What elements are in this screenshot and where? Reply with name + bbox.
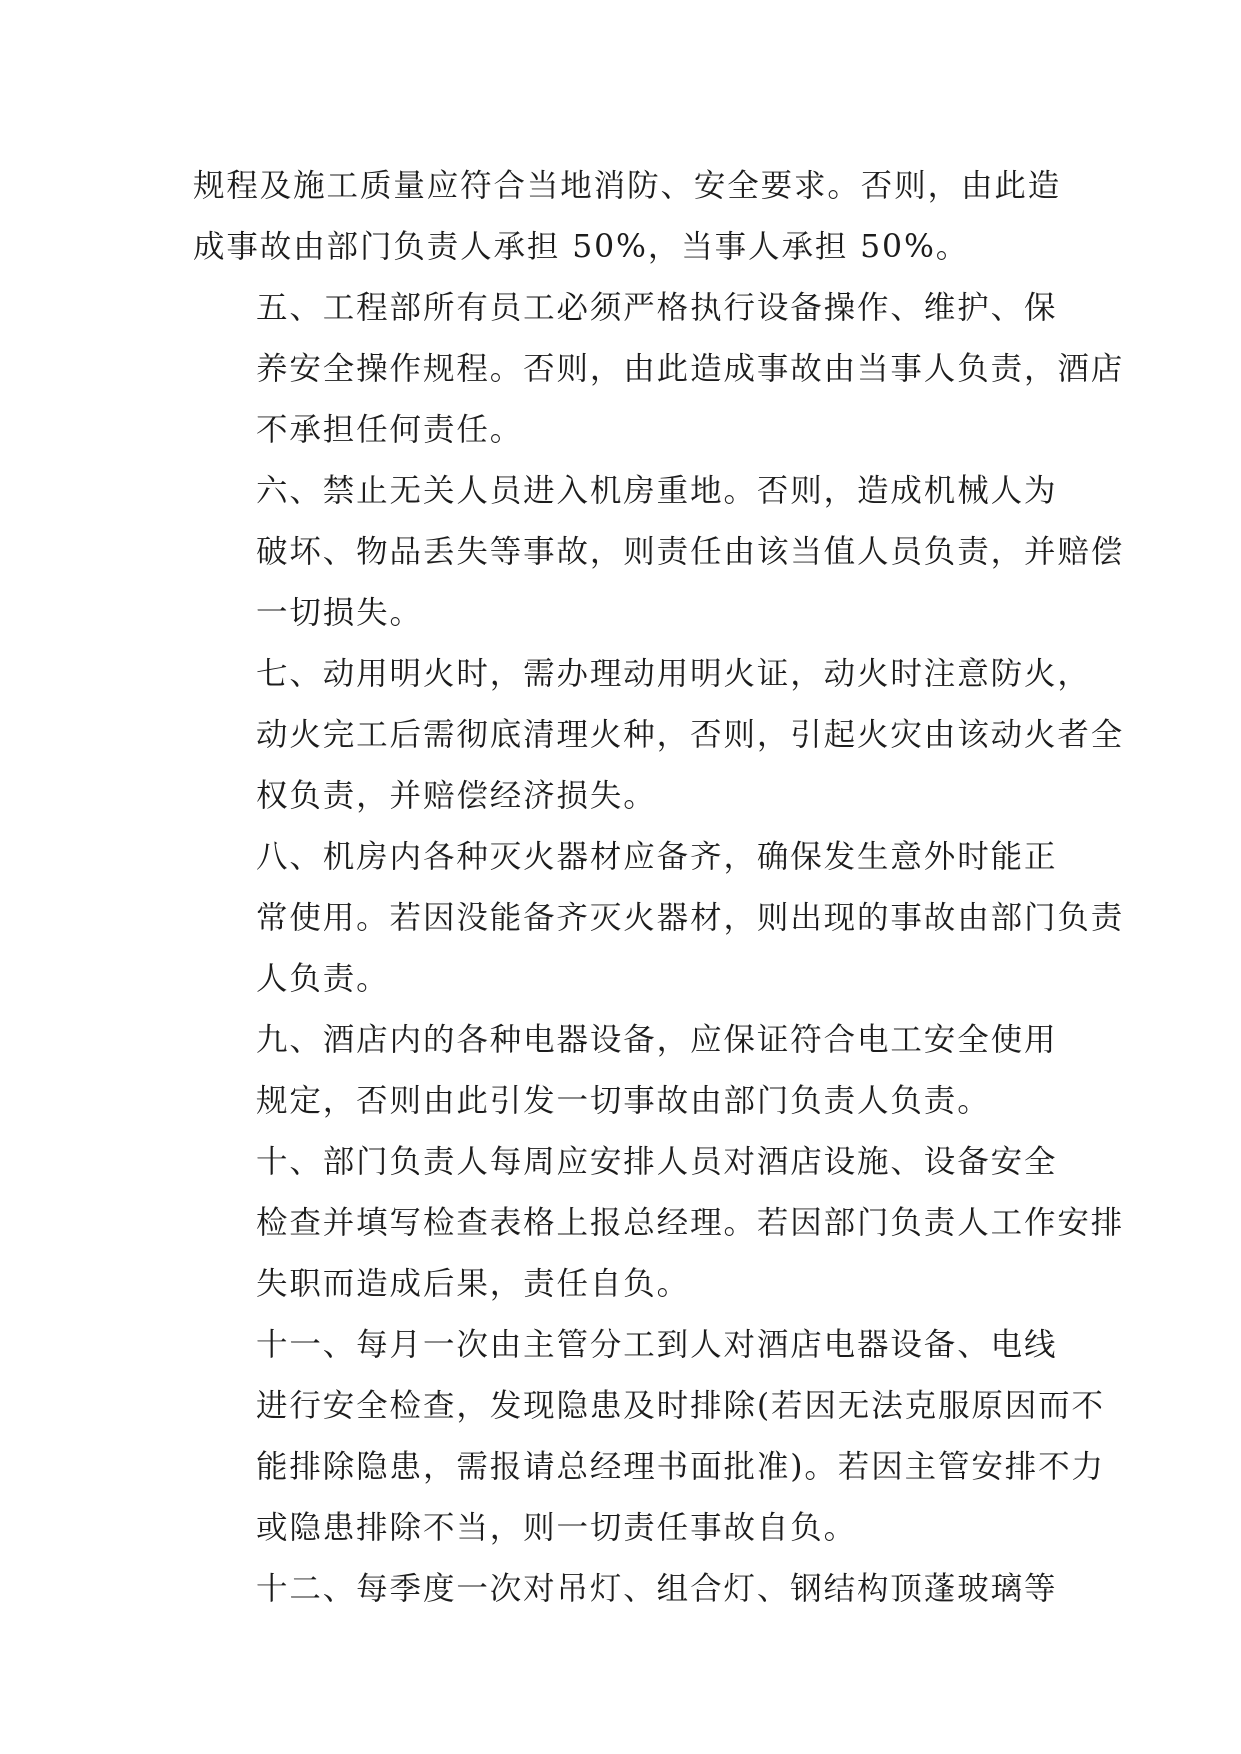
text-line: 不承担任何责任。 xyxy=(256,412,524,448)
text-line: 十二、每季度一次对吊灯、组合灯、钢结构顶蓬玻璃等 xyxy=(256,1571,1058,1607)
paragraph-p10 xyxy=(193,1132,1125,1315)
text-line: 动火完工后需彻底清理火种，否则，引起火灾由该动火者全 xyxy=(256,717,1125,753)
text-line: 十一、每月一次由主管分工到人对酒店电器设备、电线 xyxy=(256,1327,1058,1363)
text-line: 规定，否则由此引发一切事故由部门负责人负责。 xyxy=(256,1083,991,1119)
text-line: 五、工程部所有员工必须严格执行设备操作、维护、保 xyxy=(256,290,1058,326)
paragraph-p9 xyxy=(193,1010,1057,1132)
text-line: 能排除隐患，需报请总经理书面批准)。若因主管安排不力 xyxy=(256,1449,1105,1485)
text-line: 九、酒店内的各种电器设备，应保证符合电工安全使用 xyxy=(256,1022,1058,1058)
text-line: 破坏、物品丢失等事故，则责任由该当值人员负责，并赔偿 xyxy=(256,534,1125,570)
text-line: 一切损失。 xyxy=(256,595,423,631)
paragraph-p6 xyxy=(193,461,1125,644)
paragraph-p5 xyxy=(193,278,1125,461)
text-line: 或隐患排除不当，则一切责任事故自负。 xyxy=(256,1510,858,1546)
text-line: 成事故由部门负责人承担 50%，当事人承担 50%。 xyxy=(193,229,970,265)
text-line: 十、部门负责人每周应安排人员对酒店设施、设备安全 xyxy=(256,1144,1058,1180)
text-line: 进行安全检查，发现隐患及时排除(若因无法克服原因而不 xyxy=(256,1388,1105,1424)
text-line: 检查并填写检查表格上报总经理。若因部门负责人工作安排 xyxy=(256,1205,1125,1241)
text-line: 七、动用明火时，需办理动用明火证，动火时注意防火， xyxy=(256,656,1091,692)
document-page xyxy=(193,156,1125,1620)
text-line: 权负责，并赔偿经济损失。 xyxy=(256,778,657,814)
text-line: 人负责。 xyxy=(256,961,390,997)
paragraph-p4-cont xyxy=(193,156,1062,278)
text-line: 八、机房内各种灭火器材应备齐，确保发生意外时能正 xyxy=(256,839,1058,875)
paragraph-p7 xyxy=(193,644,1125,827)
text-line: 常使用。若因没能备齐灭火器材，则出现的事故由部门负责 xyxy=(256,900,1125,936)
paragraph-p8 xyxy=(193,827,1125,1010)
paragraph-p12 xyxy=(193,1559,1057,1620)
text-line: 六、禁止无关人员进入机房重地。否则，造成机械人为 xyxy=(256,473,1058,509)
text-line: 规程及施工质量应符合当地消防、安全要求。否则，由此造 xyxy=(193,168,1062,204)
text-line: 失职而造成后果，责任自负。 xyxy=(256,1266,691,1302)
paragraph-p11 xyxy=(193,1315,1105,1559)
text-line: 养安全操作规程。否则，由此造成事故由当事人负责，酒店 xyxy=(256,351,1125,387)
